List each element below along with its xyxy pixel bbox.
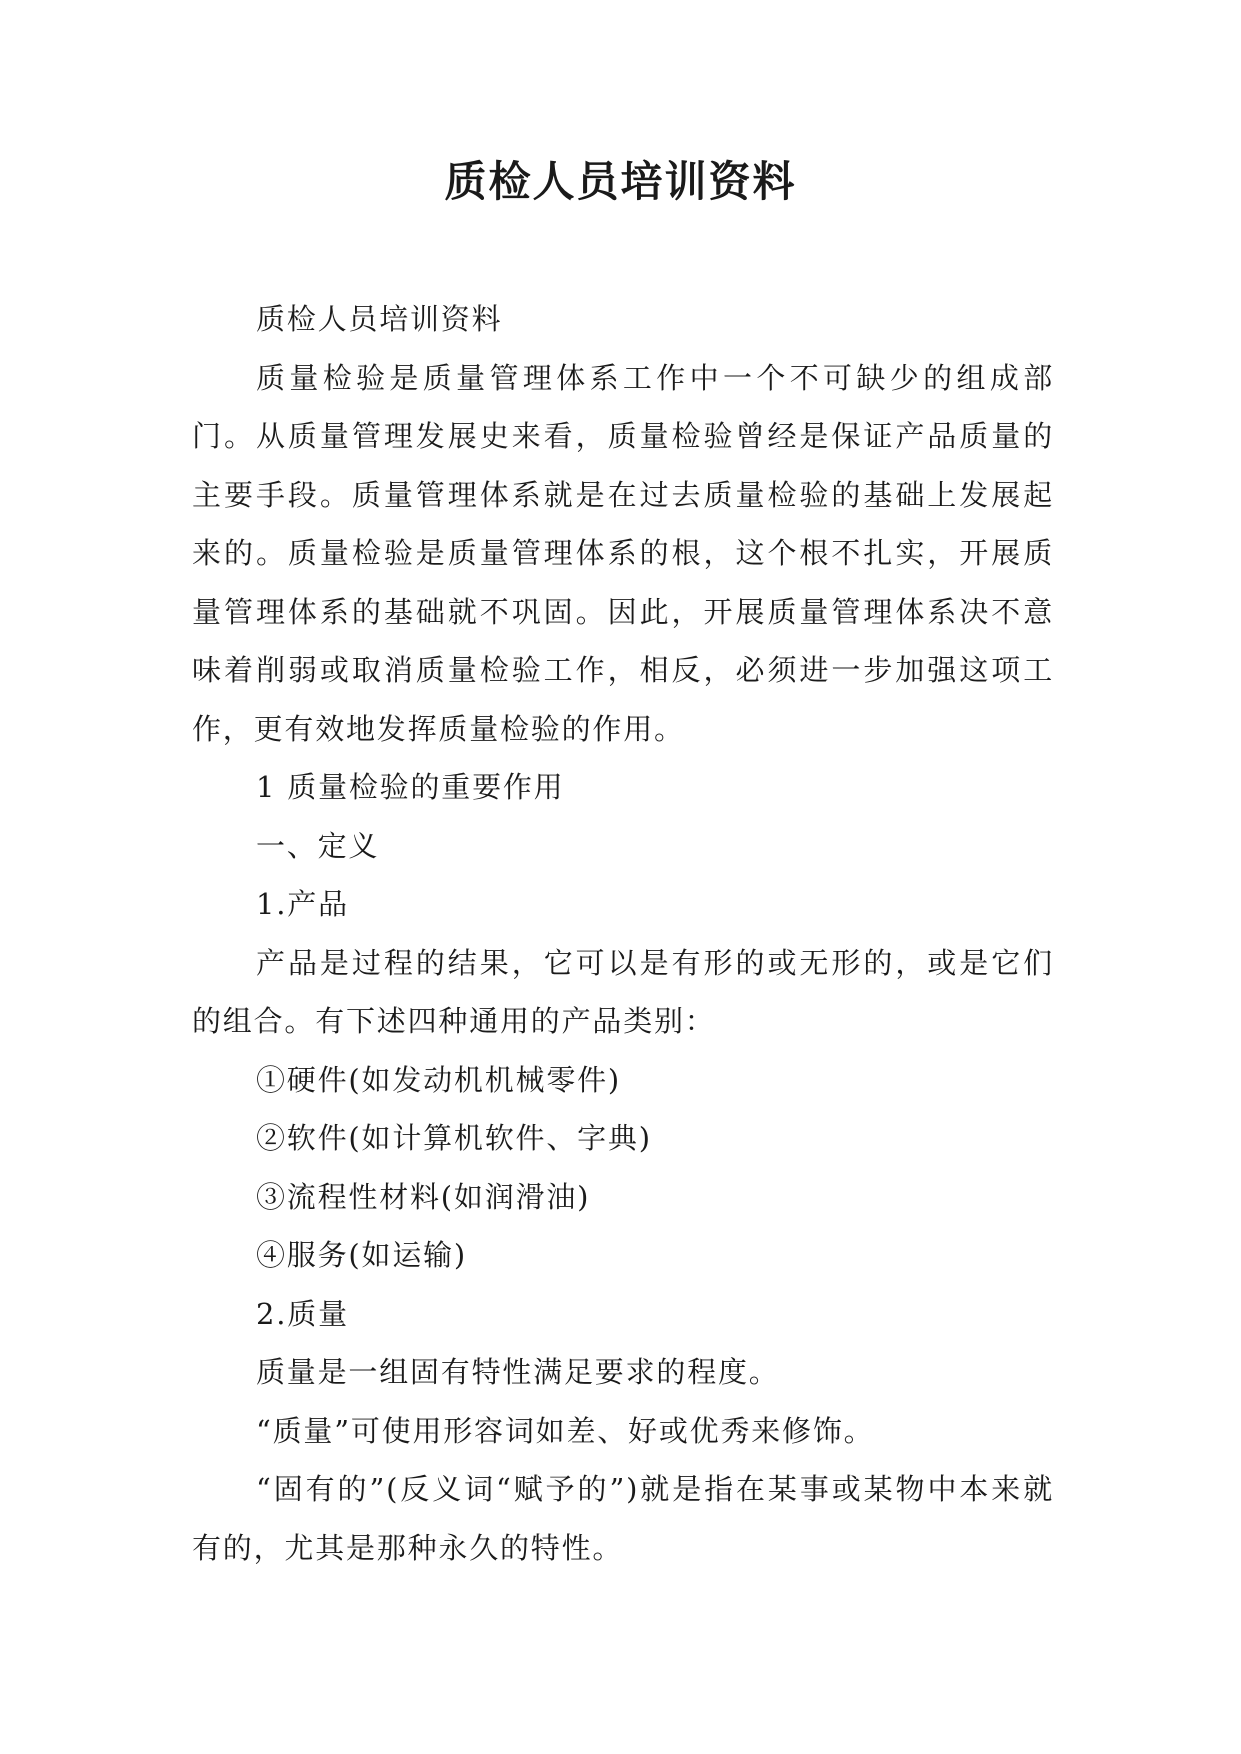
list-item-service: ④服务(如运输) xyxy=(256,1238,468,1272)
item-heading-product: 1.产品 xyxy=(256,887,349,921)
paragraph-intro: 质量检验是质量管理体系工作中一个不可缺少的组成部门。从质量管理发展史来看，质量检验曾经是保证产品质量的主要手段。质量管理体系就是在过去质量检验的基础上发展起来的。质量检验是质量管理体系的根，这个根不扎实，开展质量管理体系的基础就不巩固。因此，开展质量管理体系决不意味着削弱或取消质量检验工作，相反，必须进一步加强这项工作，更有效地发挥质量检验的作用。 xyxy=(192,360,1054,746)
subsection-heading: 一、定义 xyxy=(256,828,380,863)
paragraph-subtitle: 质检人员培训资料 xyxy=(256,302,503,336)
section-heading: 1 质量检验的重要作用 xyxy=(256,770,565,804)
item-heading-quality: 2.质量 xyxy=(256,1296,349,1331)
list-item-hardware: ①硬件(如发动机机械零件) xyxy=(256,1062,622,1097)
list-item-software: ②软件(如计算机软件、字典) xyxy=(256,1121,652,1155)
paragraph-inherent: “固有的”(反义词“赋予的”)就是指在某事或某物中本来就有的，尤其是那种永久的特性。 xyxy=(192,1472,1054,1565)
paragraph-quality-definition: 质量是一组固有特性满足要求的程度。 xyxy=(256,1355,780,1389)
paragraph-quality-adjectives: “质量”可使用形容词如差、好或优秀来修饰。 xyxy=(256,1413,875,1448)
document-title: 质检人员培训资料 xyxy=(444,157,797,206)
paragraph-product-definition: 产品是过程的结果，它可以是有形的或无形的，或是它们的组合。有下述四种通用的产品类别： xyxy=(192,945,1054,1038)
document-body xyxy=(192,290,1054,1577)
list-item-processed-material: ③流程性材料(如润滑油) xyxy=(256,1179,591,1214)
